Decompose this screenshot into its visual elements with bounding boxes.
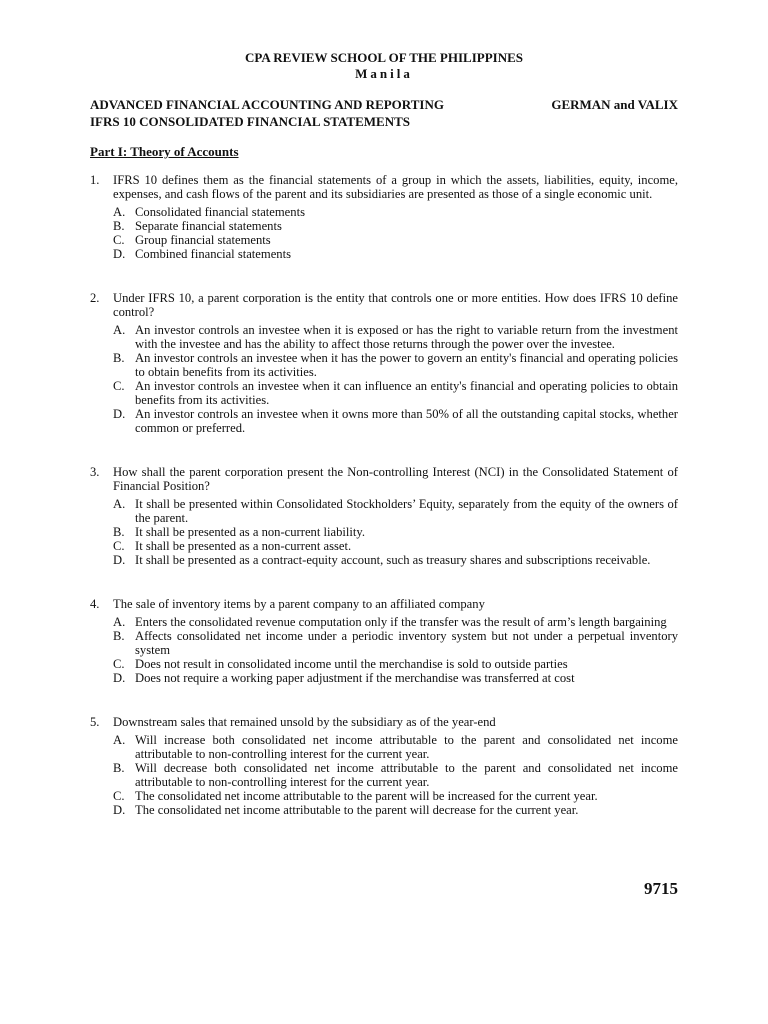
question-5	[90, 715, 678, 817]
choice-c	[113, 789, 678, 803]
choice-letter: A.	[113, 323, 126, 337]
choice-letter: C.	[113, 379, 125, 393]
choice-letter: D.	[113, 407, 126, 421]
choice-text: It shall be presented within Consolidated Stockholders’ Equity, separately from the equity of the owners of the parent.	[135, 497, 678, 525]
part-title: Part I: Theory of Accounts	[90, 144, 239, 159]
choice-letter: B.	[113, 761, 125, 775]
choice-d	[113, 407, 678, 435]
choice-text: An investor controls an investee when it can influence an entity's financial and operating policies to obtain benefits from its activities.	[135, 379, 678, 407]
question-number: 3.	[90, 465, 100, 479]
authors: GERMAN and VALIX	[551, 97, 678, 112]
choice-d	[113, 247, 678, 261]
choice-list	[113, 497, 678, 567]
choice-text: The consolidated net income attributable to the parent will decrease for the current year.	[135, 803, 579, 817]
choice-b	[113, 761, 678, 789]
choice-list	[113, 323, 678, 435]
choice-c	[113, 657, 678, 671]
choice-text: Will decrease both consolidated net income attributable to the parent and consolidated net income attributable to non-controlling interest for the current year.	[135, 761, 678, 789]
choice-text: Combined financial statements	[135, 247, 291, 261]
choice-text: An investor controls an investee when it is exposed or has the right to variable return from the investment with the investee and has the ability to affect those returns through the power over the investee.	[135, 323, 678, 351]
school-name: CPA REVIEW SCHOOL OF THE PHILIPPINES	[245, 50, 523, 65]
question-number: 5.	[90, 715, 100, 729]
choice-text: Enters the consolidated revenue computation only if the transfer was the result of arm’s length bargaining	[135, 615, 667, 629]
choice-d	[113, 671, 678, 685]
choice-list	[113, 205, 678, 261]
subject-header	[90, 98, 678, 132]
choice-a	[113, 615, 678, 629]
choice-letter: D.	[113, 247, 126, 261]
choice-d	[113, 803, 678, 817]
choice-a	[113, 205, 678, 219]
choice-letter: C.	[113, 789, 125, 803]
question-text: How shall the parent corporation present the Non-controlling Interest (NCI) in the Consolidated Statement of Financial Position?	[113, 465, 678, 493]
choice-text: It shall be presented as a contract-equity account, such as treasury shares and subscriptions receivable.	[135, 553, 651, 567]
choice-b	[113, 629, 678, 657]
choice-c	[113, 539, 678, 553]
choice-c	[113, 379, 678, 407]
choice-letter: A.	[113, 497, 126, 511]
choice-text: Consolidated financial statements	[135, 205, 305, 219]
question-number: 4.	[90, 597, 100, 611]
question-text: Downstream sales that remained unsold by the subsidiary as of the year-end	[113, 715, 496, 729]
page-number: 9715	[644, 879, 678, 898]
choice-a	[113, 733, 678, 761]
choice-letter: D.	[113, 553, 126, 567]
choice-text: Affects consolidated net income under a periodic inventory system but not under a perpetual inventory system	[135, 629, 678, 657]
question-text: The sale of inventory items by a parent company to an affiliated company	[113, 597, 485, 611]
question-2	[90, 291, 678, 435]
question-text: IFRS 10 defines them as the financial statements of a group in which the assets, liabilities, equity, income, expenses, and cash flows of the parent and its subsidiaries are presented as those of a single economic unit.	[113, 173, 678, 201]
question-number: 1.	[90, 173, 100, 187]
choice-text: It shall be presented as a non-current liability.	[135, 525, 365, 539]
choice-text: It shall be presented as a non-current asset.	[135, 539, 352, 553]
choice-text: Will increase both consolidated net income attributable to the parent and consolidated net income attributable to non-controlling interest for the current year.	[135, 733, 678, 761]
choice-b	[113, 525, 678, 539]
topic-title: IFRS 10 CONSOLIDATED FINANCIAL STATEMENTS	[90, 114, 411, 129]
choice-letter: B.	[113, 525, 125, 539]
choice-list	[113, 615, 678, 685]
choice-b	[113, 351, 678, 379]
choice-letter: A.	[113, 733, 126, 747]
question-1	[90, 173, 678, 261]
choice-text: An investor controls an investee when it owns more than 50% of all the outstanding capital stocks, whether common or preferred.	[135, 407, 678, 435]
choice-letter: A.	[113, 615, 126, 629]
choice-letter: B.	[113, 629, 125, 643]
question-4	[90, 597, 678, 685]
choice-letter: C.	[113, 657, 125, 671]
choice-letter: D.	[113, 671, 126, 685]
question-number: 2.	[90, 291, 100, 305]
choice-c	[113, 233, 678, 247]
choice-a	[113, 497, 678, 525]
choice-text: Group financial statements	[135, 233, 271, 247]
choice-text: Separate financial statements	[135, 219, 282, 233]
choice-text: Does not require a working paper adjustment if the merchandise was transferred at cost	[135, 671, 575, 685]
choice-a	[113, 323, 678, 351]
choice-letter: D.	[113, 803, 126, 817]
question-3	[90, 465, 678, 567]
choice-d	[113, 553, 678, 567]
choice-list	[113, 733, 678, 817]
choice-letter: B.	[113, 219, 125, 233]
choice-letter: B.	[113, 351, 125, 365]
choice-text: An investor controls an investee when it has the power to govern an entity's financial and operating policies to obtain benefits from its activities.	[135, 351, 678, 379]
choice-text: The consolidated net income attributable to the parent will be increased for the current year.	[135, 789, 598, 803]
question-text: Under IFRS 10, a parent corporation is the entity that controls one or more entities. How does IFRS 10 define control?	[113, 291, 678, 319]
subject-title: ADVANCED FINANCIAL ACCOUNTING AND REPORTING	[90, 97, 444, 112]
city-name: Manila	[355, 66, 413, 81]
choice-text: Does not result in consolidated income until the merchandise is sold to outside parties	[135, 657, 568, 671]
choice-letter: C.	[113, 539, 125, 553]
choice-letter: A.	[113, 205, 126, 219]
choice-letter: C.	[113, 233, 125, 247]
choice-b	[113, 219, 678, 233]
